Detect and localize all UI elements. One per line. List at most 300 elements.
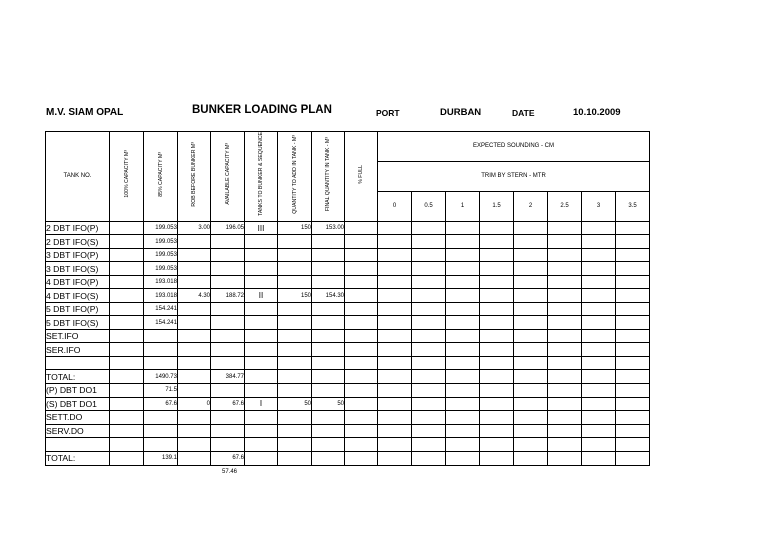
available-cell: 188.72	[211, 289, 245, 303]
sounding-cell	[378, 424, 412, 438]
sequence-cell	[245, 316, 278, 330]
sequence-cell	[245, 411, 278, 425]
sounding-cell	[548, 424, 582, 438]
capacity-85-cell	[144, 329, 178, 343]
sounding-cell	[480, 356, 514, 370]
capacity-85-cell	[144, 411, 178, 425]
sounding-cell	[412, 397, 446, 411]
header-rob-before: ROB BEFORE BUNKER M³	[178, 132, 211, 222]
capacity-100-cell	[110, 370, 144, 384]
sounding-cell	[480, 221, 514, 235]
qty-add-cell	[278, 343, 312, 357]
sounding-cell	[412, 262, 446, 276]
sounding-cell	[582, 302, 616, 316]
sounding-cell	[480, 451, 514, 465]
sounding-cell	[446, 397, 480, 411]
capacity-85-cell: 199.053	[144, 221, 178, 235]
tank-name-cell: SET.IFO	[46, 329, 110, 343]
sounding-cell	[582, 221, 616, 235]
qty-add-cell	[278, 370, 312, 384]
header-capacity-100: 100% CAPACITY M³	[110, 132, 144, 222]
sounding-cell	[412, 438, 446, 452]
sounding-cell	[616, 356, 650, 370]
ifo-table	[45, 131, 650, 384]
available-cell: 67.6	[211, 451, 245, 465]
capacity-85-cell: 193.018	[144, 289, 178, 303]
pct-full-cell	[345, 329, 378, 343]
sounding-cell	[378, 262, 412, 276]
qty-add-cell	[278, 302, 312, 316]
capacity-85-cell: 154.241	[144, 302, 178, 316]
table-row	[46, 275, 650, 289]
table-row	[46, 424, 650, 438]
sounding-cell	[582, 275, 616, 289]
final-qty-cell	[312, 316, 345, 330]
sounding-cell	[582, 343, 616, 357]
rob-cell	[178, 316, 211, 330]
sounding-cell	[412, 316, 446, 330]
table-row	[46, 289, 650, 303]
sounding-cell	[616, 316, 650, 330]
sounding-cell	[378, 343, 412, 357]
sounding-cell	[412, 424, 446, 438]
sounding-cell	[582, 356, 616, 370]
capacity-100-cell	[110, 302, 144, 316]
header-tanks-sequence: TANKS TO BUNKER & SEQUENCE	[245, 132, 278, 222]
sounding-cell	[616, 411, 650, 425]
sounding-cell	[514, 235, 548, 249]
sounding-cell	[378, 235, 412, 249]
pct-full-cell	[345, 356, 378, 370]
tank-name-cell: SER.IFO	[46, 343, 110, 357]
final-qty-cell	[312, 370, 345, 384]
sequence-cell	[245, 302, 278, 316]
sounding-cell	[616, 262, 650, 276]
tank-name-cell: (P) DBT DO1	[46, 384, 110, 398]
sounding-cell	[514, 411, 548, 425]
sounding-cell	[514, 275, 548, 289]
sounding-cell	[378, 316, 412, 330]
rob-cell	[178, 275, 211, 289]
sequence-cell	[245, 329, 278, 343]
trim-value: 2	[514, 191, 548, 221]
sequence-cell	[245, 451, 278, 465]
sounding-cell	[582, 329, 616, 343]
table-row	[46, 438, 650, 452]
available-cell	[211, 262, 245, 276]
rob-cell	[178, 262, 211, 276]
capacity-85-cell: 67.6	[144, 397, 178, 411]
sounding-cell	[378, 221, 412, 235]
capacity-85-cell: 139.1	[144, 451, 178, 465]
rob-cell	[178, 235, 211, 249]
sounding-cell	[548, 438, 582, 452]
header-pct-full: % FULL	[345, 132, 378, 222]
tank-name-cell: (S) DBT DO1	[46, 397, 110, 411]
sounding-cell	[582, 438, 616, 452]
capacity-85-cell: 154.241	[144, 316, 178, 330]
sounding-cell	[514, 424, 548, 438]
sounding-cell	[548, 451, 582, 465]
rob-cell	[178, 356, 211, 370]
sequence-cell	[245, 438, 278, 452]
rob-cell: 4.30	[178, 289, 211, 303]
qty-add-cell	[278, 248, 312, 262]
tank-name-cell: SERV.DO	[46, 424, 110, 438]
capacity-85-cell: 71.5	[144, 384, 178, 398]
sounding-cell	[582, 397, 616, 411]
page-title: BUNKER LOADING PLAN	[192, 104, 332, 116]
header-available: AVAILABLE CAPACITY M³	[211, 132, 245, 222]
final-qty-cell	[312, 411, 345, 425]
sounding-cell	[378, 411, 412, 425]
table-row	[46, 329, 650, 343]
header-expected-sounding: EXPECTED SOUNDING - CM	[378, 132, 650, 162]
sounding-cell	[480, 316, 514, 330]
pct-full-cell	[345, 275, 378, 289]
sounding-cell	[480, 235, 514, 249]
sounding-cell	[616, 248, 650, 262]
capacity-100-cell	[110, 438, 144, 452]
sounding-cell	[514, 329, 548, 343]
rob-cell	[178, 248, 211, 262]
available-cell: 196.05	[211, 221, 245, 235]
pct-full-cell	[345, 411, 378, 425]
sounding-cell	[548, 221, 582, 235]
sounding-cell	[480, 248, 514, 262]
header-capacity-85: 85% CAPACITY M³	[144, 132, 178, 222]
sounding-cell	[480, 329, 514, 343]
sounding-cell	[480, 424, 514, 438]
sounding-cell	[616, 397, 650, 411]
sequence-cell	[245, 384, 278, 398]
capacity-85-cell: 199.053	[144, 235, 178, 249]
sounding-cell	[378, 451, 412, 465]
port-value: DURBAN	[440, 107, 482, 118]
trim-value: 0	[378, 191, 412, 221]
sequence-cell	[245, 343, 278, 357]
sounding-cell	[446, 356, 480, 370]
table-row	[46, 343, 650, 357]
capacity-85-cell: 193.018	[144, 275, 178, 289]
port-label: PORT	[376, 108, 400, 118]
tank-name-cell: TOTAL:	[46, 451, 110, 465]
sounding-cell	[616, 384, 650, 398]
final-qty-cell	[312, 343, 345, 357]
capacity-85-cell: 199.053	[144, 262, 178, 276]
pct-full-cell	[345, 451, 378, 465]
sequence-cell	[245, 370, 278, 384]
trim-value: 2.5	[548, 191, 582, 221]
sounding-cell	[412, 302, 446, 316]
sounding-cell	[514, 343, 548, 357]
sequence-cell	[245, 356, 278, 370]
sequence-cell	[245, 424, 278, 438]
qty-add-cell	[278, 384, 312, 398]
date-label: DATE	[512, 108, 535, 118]
sounding-cell	[480, 397, 514, 411]
sounding-cell	[582, 451, 616, 465]
sounding-cell	[514, 438, 548, 452]
final-qty-cell	[312, 262, 345, 276]
sounding-cell	[514, 356, 548, 370]
header-qty-to-add: QUANTITY TO ADD IN TANK - M³	[278, 132, 312, 222]
available-cell	[211, 275, 245, 289]
sounding-cell	[514, 302, 548, 316]
table-row	[46, 397, 650, 411]
available-cell: 384.77	[211, 370, 245, 384]
sounding-cell	[616, 424, 650, 438]
sounding-cell	[446, 235, 480, 249]
sounding-cell	[446, 289, 480, 303]
sounding-cell	[582, 316, 616, 330]
capacity-100-cell	[110, 343, 144, 357]
tank-name-cell	[46, 356, 110, 370]
capacity-100-cell	[110, 329, 144, 343]
final-qty-cell: 153.00	[312, 221, 345, 235]
capacity-100-cell	[110, 356, 144, 370]
capacity-100-cell	[110, 424, 144, 438]
sounding-cell	[582, 424, 616, 438]
sounding-cell	[616, 275, 650, 289]
sequence-cell	[245, 262, 278, 276]
trim-value: 3	[582, 191, 616, 221]
qty-add-cell	[278, 438, 312, 452]
trim-value: 0.5	[412, 191, 446, 221]
table-row	[46, 262, 650, 276]
sounding-cell	[446, 384, 480, 398]
available-cell	[211, 248, 245, 262]
qty-add-cell	[278, 262, 312, 276]
ship-name: M.V. SIAM OPAL	[46, 107, 124, 118]
sounding-cell	[582, 235, 616, 249]
sounding-cell	[616, 221, 650, 235]
sounding-cell	[446, 248, 480, 262]
sounding-cell	[548, 262, 582, 276]
sounding-cell	[582, 248, 616, 262]
sounding-cell	[412, 451, 446, 465]
table-row	[46, 370, 650, 384]
sounding-cell	[548, 356, 582, 370]
rob-cell	[178, 343, 211, 357]
sounding-cell	[616, 370, 650, 384]
sounding-cell	[412, 356, 446, 370]
table-row	[46, 302, 650, 316]
sounding-cell	[378, 275, 412, 289]
final-qty-cell	[312, 302, 345, 316]
sounding-cell	[548, 397, 582, 411]
sounding-cell	[514, 262, 548, 276]
sounding-cell	[446, 329, 480, 343]
table-row	[46, 384, 650, 398]
sounding-cell	[616, 343, 650, 357]
sounding-cell	[480, 343, 514, 357]
sounding-cell	[616, 438, 650, 452]
available-cell	[211, 343, 245, 357]
pct-full-cell	[345, 262, 378, 276]
sounding-cell	[548, 235, 582, 249]
sounding-cell	[548, 370, 582, 384]
pct-full-cell	[345, 370, 378, 384]
sounding-cell	[616, 451, 650, 465]
sounding-cell	[548, 343, 582, 357]
sounding-cell	[480, 438, 514, 452]
tank-name-cell: 4 DBT IFO(S)	[46, 289, 110, 303]
sounding-cell	[378, 302, 412, 316]
sounding-cell	[514, 451, 548, 465]
sounding-cell	[378, 438, 412, 452]
available-cell	[211, 424, 245, 438]
final-qty-cell	[312, 451, 345, 465]
sounding-cell	[514, 370, 548, 384]
sounding-cell	[548, 302, 582, 316]
sounding-cell	[378, 248, 412, 262]
sounding-cell	[548, 248, 582, 262]
qty-add-cell	[278, 316, 312, 330]
sounding-cell	[548, 329, 582, 343]
qty-add-cell: 50	[278, 397, 312, 411]
final-qty-cell	[312, 275, 345, 289]
table-row	[46, 221, 650, 235]
sounding-cell	[514, 397, 548, 411]
tank-name-cell: 2 DBT IFO(S)	[46, 235, 110, 249]
tank-name-cell: 3 DBT IFO(S)	[46, 262, 110, 276]
sounding-cell	[446, 262, 480, 276]
pct-full-cell	[345, 384, 378, 398]
sequence-cell	[245, 248, 278, 262]
available-cell	[211, 316, 245, 330]
qty-add-cell	[278, 329, 312, 343]
available-cell	[211, 384, 245, 398]
pct-full-cell	[345, 221, 378, 235]
sounding-cell	[378, 370, 412, 384]
sounding-cell	[378, 329, 412, 343]
sounding-cell	[412, 370, 446, 384]
pct-full-cell	[345, 397, 378, 411]
table-row	[46, 356, 650, 370]
qty-add-cell	[278, 424, 312, 438]
sounding-cell	[582, 411, 616, 425]
footer-value: 57.46	[222, 469, 238, 475]
capacity-100-cell	[110, 235, 144, 249]
sounding-cell	[480, 302, 514, 316]
sounding-cell	[616, 302, 650, 316]
capacity-100-cell	[110, 289, 144, 303]
sounding-cell	[446, 302, 480, 316]
date-value: 10.10.2009	[573, 107, 621, 118]
sounding-cell	[446, 275, 480, 289]
rob-cell	[178, 411, 211, 425]
sequence-cell: I	[245, 397, 278, 411]
sounding-cell	[412, 329, 446, 343]
tank-name-cell	[46, 438, 110, 452]
capacity-85-cell	[144, 343, 178, 357]
sounding-cell	[446, 424, 480, 438]
rob-cell	[178, 438, 211, 452]
sounding-cell	[548, 289, 582, 303]
sounding-cell	[446, 316, 480, 330]
sounding-cell	[582, 384, 616, 398]
capacity-100-cell	[110, 221, 144, 235]
tank-name-cell: 5 DBT IFO(P)	[46, 302, 110, 316]
capacity-100-cell	[110, 275, 144, 289]
sounding-cell	[412, 411, 446, 425]
sounding-cell	[616, 235, 650, 249]
table-row	[46, 451, 650, 465]
sounding-cell	[412, 221, 446, 235]
qty-add-cell	[278, 235, 312, 249]
do-table	[45, 383, 650, 466]
final-qty-cell	[312, 329, 345, 343]
rob-cell	[178, 424, 211, 438]
sequence-cell: III	[245, 221, 278, 235]
sounding-cell	[412, 384, 446, 398]
final-qty-cell: 50	[312, 397, 345, 411]
trim-value: 1.5	[480, 191, 514, 221]
sounding-cell	[480, 275, 514, 289]
sounding-cell	[616, 329, 650, 343]
sounding-cell	[378, 397, 412, 411]
sounding-cell	[412, 275, 446, 289]
available-cell	[211, 302, 245, 316]
pct-full-cell	[345, 302, 378, 316]
tank-name-cell: 5 DBT IFO(S)	[46, 316, 110, 330]
trim-value: 1	[446, 191, 480, 221]
available-cell	[211, 411, 245, 425]
trim-value: 3.5	[616, 191, 650, 221]
sounding-cell	[582, 262, 616, 276]
sounding-cell	[412, 248, 446, 262]
qty-add-cell	[278, 451, 312, 465]
capacity-100-cell	[110, 384, 144, 398]
table-row	[46, 411, 650, 425]
sounding-cell	[514, 248, 548, 262]
qty-add-cell	[278, 275, 312, 289]
sounding-cell	[480, 262, 514, 276]
sounding-cell	[446, 221, 480, 235]
sounding-cell	[548, 316, 582, 330]
rob-cell	[178, 451, 211, 465]
sounding-cell	[446, 411, 480, 425]
pct-full-cell	[345, 343, 378, 357]
table-row	[46, 235, 650, 249]
capacity-85-cell	[144, 424, 178, 438]
pct-full-cell	[345, 316, 378, 330]
sounding-cell	[514, 221, 548, 235]
capacity-85-cell: 199.053	[144, 248, 178, 262]
capacity-85-cell	[144, 438, 178, 452]
pct-full-cell	[345, 248, 378, 262]
rob-cell	[178, 370, 211, 384]
sounding-cell	[378, 289, 412, 303]
rob-cell	[178, 302, 211, 316]
sounding-cell	[446, 438, 480, 452]
sounding-cell	[582, 370, 616, 384]
capacity-100-cell	[110, 451, 144, 465]
final-qty-cell	[312, 356, 345, 370]
final-qty-cell	[312, 384, 345, 398]
rob-cell: 0	[178, 397, 211, 411]
final-qty-cell	[312, 248, 345, 262]
pct-full-cell	[345, 289, 378, 303]
sounding-cell	[412, 235, 446, 249]
sounding-cell	[480, 411, 514, 425]
pct-full-cell	[345, 235, 378, 249]
sounding-cell	[582, 289, 616, 303]
final-qty-cell	[312, 235, 345, 249]
sounding-cell	[446, 451, 480, 465]
sounding-cell	[446, 370, 480, 384]
